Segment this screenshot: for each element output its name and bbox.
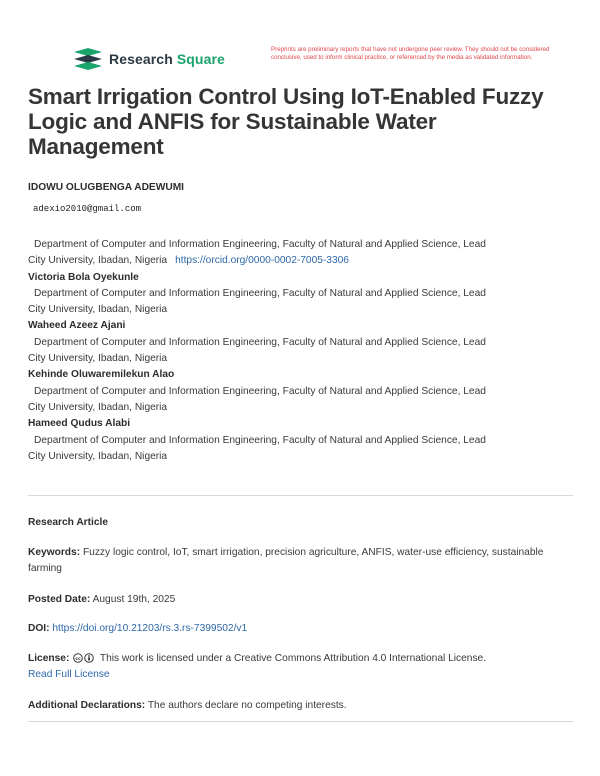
additional-declarations: Additional Declarations: The authors declare no competing interests. bbox=[28, 700, 347, 711]
author-name: Kehinde Oluwaremilekun Alao bbox=[28, 369, 175, 381]
author-affiliation: Department of Computer and Information Engineering, Faculty of Natural and Applied Science, Lead bbox=[34, 385, 486, 397]
author-affiliation-cont: City University, Ibadan, Nigeria bbox=[28, 401, 168, 413]
lead-author-name: IDOWU OLUGBENGA ADEWUMI bbox=[28, 182, 185, 193]
author-affiliation-cont: City University, Ibadan, Nigeria bbox=[28, 304, 168, 316]
orcid-link[interactable]: https://orcid.org/0000-0002-7005-3306 bbox=[175, 255, 349, 267]
svg-text:cc: cc bbox=[75, 657, 81, 662]
keywords: Keywords: Fuzzy logic control, IoT, smart irrigation, precision agriculture, ANFIS, water-use efficiency, sustainable farming bbox=[28, 547, 544, 574]
author-affiliations bbox=[28, 237, 568, 465]
research-square-logo[interactable] bbox=[74, 48, 225, 70]
author-affiliation: Department of Computer and Information Engineering, Faculty of Natural and Applied Science, Lead bbox=[34, 287, 486, 299]
author-name: Hameed Qudus Alabi bbox=[28, 418, 131, 430]
preprint-disclaimer: Preprints are preliminary reports that have not undergone peer review. They should not be considered conclusive, used to inform clinical practice, or referenced by the media as validated information. bbox=[271, 46, 550, 61]
posted-date: Posted Date: August 19th, 2025 bbox=[28, 594, 176, 605]
author-affiliation: Department of Computer and Information Engineering, Faculty of Natural and Applied Science, Lead bbox=[34, 434, 486, 446]
author-name: Waheed Azeez Ajani bbox=[28, 320, 126, 332]
author-affiliation-cont: City University, Ibadan, Nigeria bbox=[28, 353, 168, 365]
research-square-logo-icon bbox=[74, 48, 102, 70]
doi: DOI: https://doi.org/10.21203/rs.3.rs-7399502/v1 bbox=[28, 623, 248, 634]
author-name: Victoria Bola Oyekunle bbox=[28, 271, 139, 283]
divider bbox=[28, 495, 573, 496]
author-affiliation-cont: City University, Ibadan, Nigeria bbox=[28, 450, 168, 462]
lead-author-affiliation-cont: City University, Ibadan, Nigeria https://orcid.org/0000-0002-7005-3306 bbox=[28, 255, 349, 267]
license: License: cc This work is licensed under a Creative Commons Attribution 4.0 International License. Read Full License bbox=[28, 653, 487, 680]
read-full-license-link[interactable]: Read Full License bbox=[28, 669, 110, 680]
author-affiliation: Department of Computer and Information Engineering, Faculty of Natural and Applied Science, Lead bbox=[34, 336, 486, 348]
creative-commons-icon bbox=[73, 653, 95, 663]
lead-author-email: adexio2010@gmail.com bbox=[33, 204, 142, 214]
doi-link[interactable]: https://doi.org/10.21203/rs.3.rs-7399502/v1 bbox=[52, 623, 248, 634]
paper-title: Smart Irrigation Control Using IoT-Enabled Fuzzy Logic and ANFIS for Sustainable Water Management bbox=[28, 84, 544, 159]
logo-wordmark: Research Square bbox=[109, 51, 225, 67]
divider bbox=[28, 721, 573, 722]
article-type: Research Article bbox=[28, 517, 109, 528]
lead-author-affiliation: Department of Computer and Information Engineering, Faculty of Natural and Applied Science, Lead bbox=[34, 239, 486, 250]
